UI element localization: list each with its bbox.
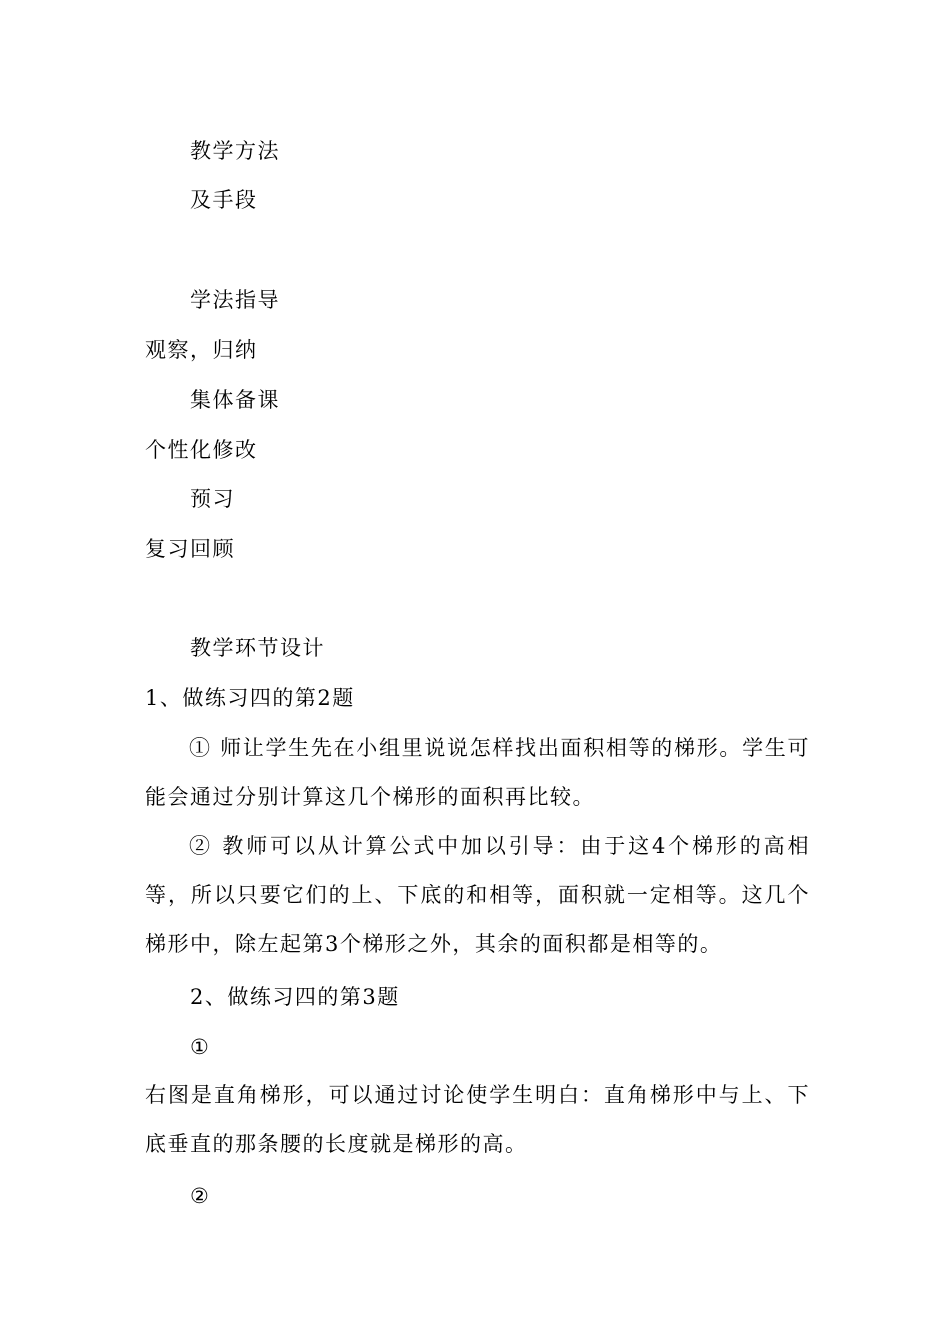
text-review: 复习回顾 (145, 537, 235, 561)
paragraph-step-2: ② 教师可以从计算公式中加以引导：由于这4个梯形的高相等，所以只要它们的上、下底的和相等，面积就一定相等。这几个梯形中，除左起第3个梯形之外，其余的面积都是相等的。 (145, 834, 810, 956)
label-group-lesson-prep: 集体备课 (190, 388, 280, 412)
heading-exercise-2: 1、做练习四的第2题 (145, 686, 355, 710)
text-observe-summarize: 观察，归纳 (145, 338, 258, 362)
paragraph-step-1: ① 师让学生先在小组里说说怎样找出面积相等的梯形。学生可能会通过分别计算这几个梯形的面积再比较。 (145, 736, 810, 809)
marker-circle-1: ① (190, 1035, 211, 1059)
label-preview: 预习 (190, 487, 235, 511)
paragraph-right-trapezoid: 右图是直角梯形，可以通过讨论使学生明白：直角梯形中与上、下底垂直的那条腰的长度就是梯形的高。 (145, 1083, 810, 1156)
label-teaching-design: 教学环节设计 (190, 636, 325, 660)
heading-exercise-3: 2、做练习四的第3题 (190, 985, 400, 1009)
label-personalized-edit: 个性化修改 (145, 438, 258, 462)
label-study-guidance: 学法指导 (190, 288, 280, 312)
label-teaching-method: 教学方法 (190, 139, 280, 163)
marker-circle-2: ② (190, 1184, 211, 1208)
label-means: 及手段 (190, 188, 258, 212)
